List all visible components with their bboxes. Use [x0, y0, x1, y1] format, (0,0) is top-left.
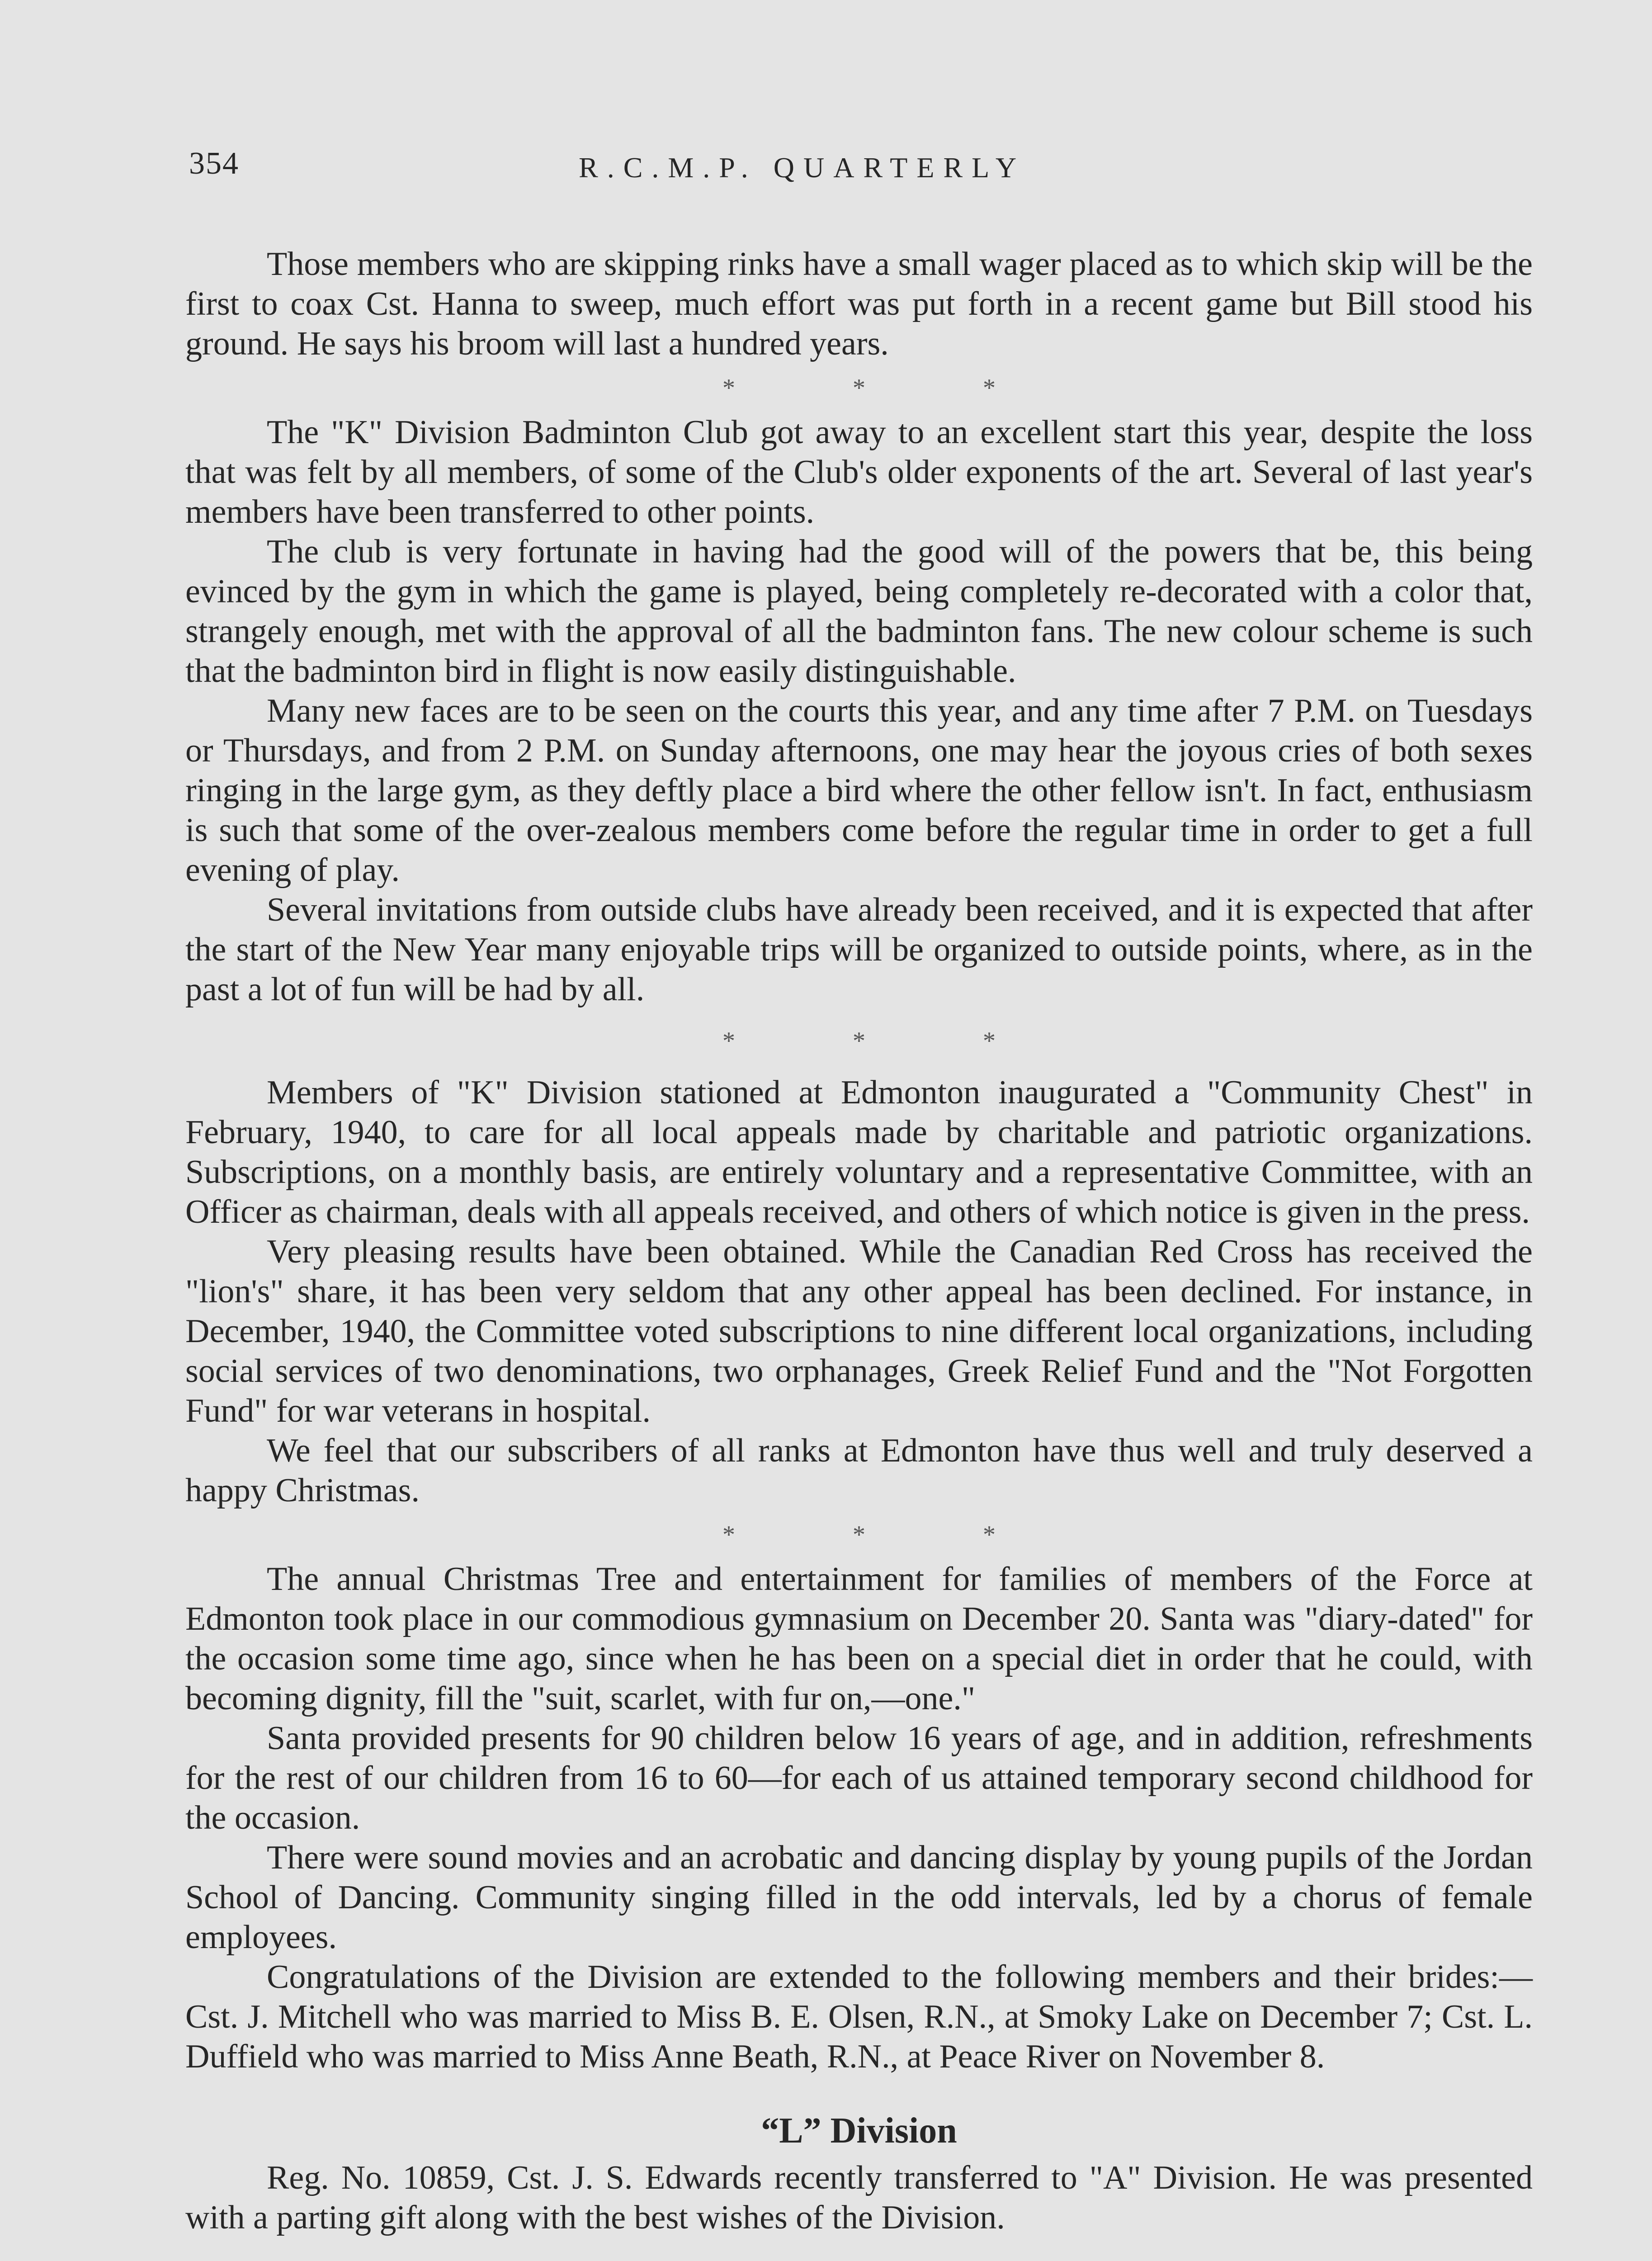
section-separator — [185, 364, 1533, 412]
section-separator — [185, 1510, 1533, 1559]
separator-star: * — [722, 374, 735, 402]
section-heading-l-division: “L” Division — [761, 2111, 957, 2151]
paragraph-badminton-invitations: Several invitations from outside clubs have already been received, and it is expected that after the start of the New Year many enjoyable trips will be organized to outside points, where, as in the past a lot of fun will be had by all. — [185, 891, 1533, 1008]
paragraph-badminton-gym: The club is very fortunate in having had the good will of the powers that be, this being evinced by the gym in which the game is played, being completely re-decorated with a color that, strangely enough, met with the approval of all the badminton fans. The new colour scheme is such that the badminton bird in flight is now easily distinguishable. — [185, 533, 1533, 690]
separator-star: * — [853, 1521, 865, 1549]
paragraph-badminton-start: The "K" Division Badminton Club got away to an excellent start this year, despite the loss that was felt by all members, of some of the Club's older exponents of the art. Several of last year's members have been transferred to other points. — [185, 414, 1533, 530]
paragraph-badminton-courts: Many new faces are to be seen on the courts this year, and any time after 7 P.M. on Tuesdays or Thursdays, and from 2 P.M. on Sunday afternoons, one may hear the joyous cries of both sexes ringing in the large gym, as they deftly place a bird where the other fellow isn't. In fact, enthusiasm is such that some of the over-zealous members come before the regular time in order to get a full evening of play. — [185, 692, 1533, 889]
paragraph-congratulations: Congratulations of the Division are extended to the following members and their brides:—Cst. J. Mitchell who was married to Miss B. E. Olsen, R.N., at Smoky Lake on December 7; Cst. L. Duffield who was married to Miss Anne Beath, R.N., at Peace River on November 8. — [185, 1958, 1533, 2075]
paragraph-curling-wager: Those members who are skipping rinks have a small wager placed as to which skip will be the first to coax Cst. Hanna to sweep, much effort was put forth in a recent game but Bill stood his ground. He says his broom will last a hundred years. — [185, 246, 1533, 362]
paragraph-movies-dancing: There were sound movies and an acrobatic and dancing display by young pupils of the Jordan School of Dancing. Community singing filled in the odd intervals, led by a chorus of female employees. — [185, 1839, 1533, 1956]
paragraph-community-chest: Members of "K" Division stationed at Edmonton inaugurated a "Community Chest" in February, 1940, to care for all local appeals made by charitable and patriotic organizations. Subscriptions, on a monthly basis, are entirely voluntary and a representative Committee, with an Officer as chairman, deals with all appeals received, and others of which notice is given in the press. — [185, 1074, 1533, 1230]
page-number: 354 — [189, 146, 239, 181]
paragraph-l-division-transfer: Reg. No. 10859, Cst. J. S. Edwards recently transferred to "A" Division. He was presented with a parting gift along with the best wishes of the Division. — [185, 2159, 1533, 2236]
separator-star: * — [983, 1027, 996, 1055]
separator-star: * — [983, 374, 996, 402]
section-separator — [185, 1009, 1533, 1073]
article-body — [185, 244, 1533, 2237]
separator-star: * — [853, 374, 865, 402]
separator-star: * — [983, 1521, 996, 1549]
paragraph-red-cross: Very pleasing results have been obtained. While the Canadian Red Cross has received the "lion's" share, it has been very seldom that any other appeal has been declined. For instance, in December, 1940, the Committee voted subscriptions to nine different local organizations, including social services of two denominations, two orphanages, Greek Relief Fund and the "Not Forgotten Fund" for war veterans in hospital. — [185, 1233, 1533, 1429]
separator-star: * — [722, 1027, 735, 1055]
separator-star: * — [853, 1027, 865, 1055]
paragraph-christmas-tree: The annual Christmas Tree and entertainment for families of members of the Force at Edmonton took place in our commodious gymnasium on December 20. Santa was "diary-dated" for the occasion some time ago, since when he has been on a special diet in order that he could, with becoming dignity, fill the "suit, scarlet, with fur on,—one." — [185, 1561, 1533, 1717]
paragraph-santa-presents: Santa provided presents for 90 children below 16 years of age, and in addition, refreshments for the rest of our children from 16 to 60—for each of us attained temporary second childhood for the occasion. — [185, 1720, 1533, 1836]
separator-star: * — [722, 1521, 735, 1549]
paragraph-subscribers: We feel that our subscribers of all ranks at Edmonton have thus well and truly deserved a happy Christmas. — [185, 1432, 1533, 1509]
running-head: R.C.M.P. QUARTERLY — [579, 151, 1026, 184]
